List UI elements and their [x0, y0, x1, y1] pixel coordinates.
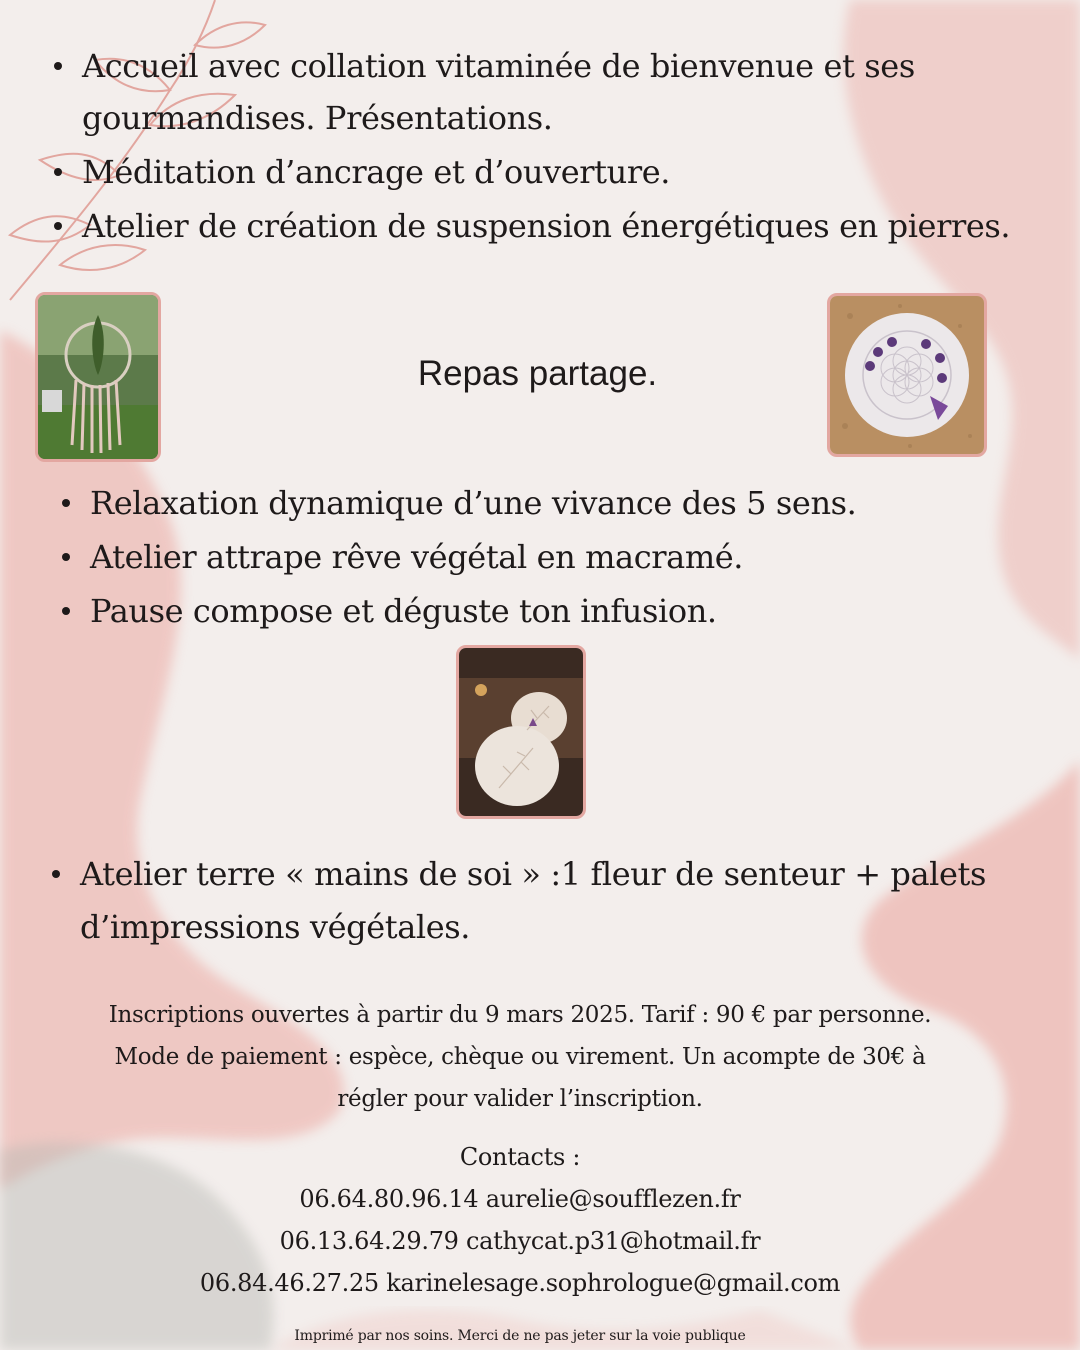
- repas-partage-heading: Repas partage.: [417, 354, 658, 393]
- contact-line: 06.13.64.29.79 cathycat.p31@hotmail.fr: [279, 1227, 761, 1255]
- clay-palets-photo: [456, 645, 586, 819]
- list-item: Atelier de création de suspension énergétiques en pierres.: [52, 200, 1072, 252]
- contact-line: 06.64.80.96.14 aurelie@soufflezen.fr: [299, 1185, 741, 1213]
- footer-notice: Imprimé par nos soins. Merci de ne pas jeter sur la voie publique: [294, 1328, 746, 1344]
- crystal-plate-photo: [827, 293, 987, 457]
- list-item: Pause compose et déguste ton infusion.: [60, 584, 960, 638]
- activity-list-terre: [50, 848, 1050, 954]
- contacts-block: [20, 1136, 1020, 1304]
- contacts-title: Contacts :: [459, 1143, 581, 1171]
- registration-line: Inscriptions ouvertes à partir du 9 mars 2025. Tarif : 90 € par personne.: [108, 1002, 932, 1028]
- list-item: Atelier terre « mains de soi » :1 fleur de senteur + palets d’impressions végétales.: [50, 848, 1050, 954]
- list-item: Accueil avec collation vitaminée de bienvenue et ses gourmandises. Présentations.: [52, 40, 1072, 144]
- activity-list-morning: [52, 40, 1072, 254]
- activity-list-afternoon: [60, 476, 960, 638]
- list-item: Méditation d’ancrage et d’ouverture.: [52, 146, 1072, 198]
- registration-info: [20, 994, 1020, 1120]
- deposit-line: régler pour valider l’inscription.: [337, 1086, 703, 1112]
- list-item: Relaxation dynamique d’une vivance des 5 sens.: [60, 476, 960, 530]
- contact-line: 06.84.46.27.25 karinelesage.sophrologue@gmail.com: [199, 1269, 841, 1297]
- list-item: Atelier attrape rêve végétal en macramé.: [60, 530, 960, 584]
- payment-line: Mode de paiement : espèce, chèque ou virement. Un acompte de 30€ à: [114, 1044, 926, 1070]
